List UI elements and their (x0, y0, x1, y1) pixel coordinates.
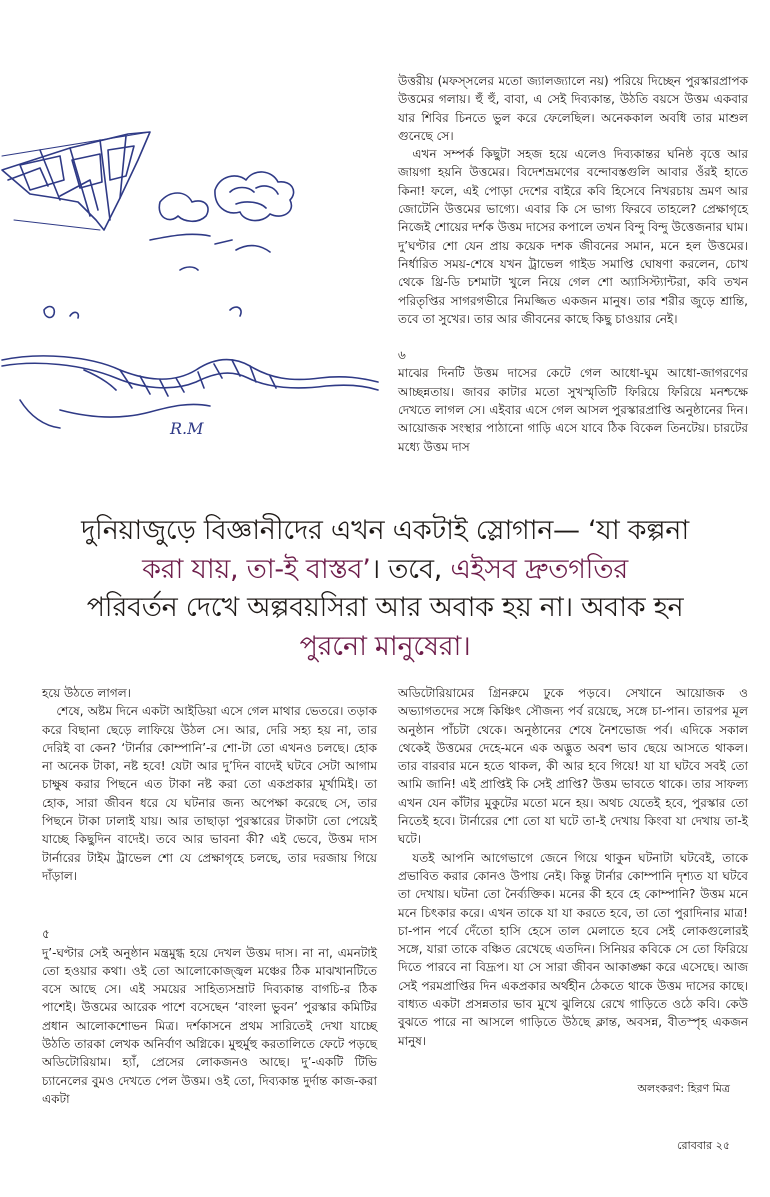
artist-signature: R.M (170, 419, 204, 438)
article-column-bottom-right (398, 684, 748, 1050)
pull-quote-highlight: এইসব দ্রুতগতির (450, 553, 628, 585)
pull-quote-line: পুরনো মানুষেরা। (299, 630, 471, 662)
paragraph: শেষে, অষ্টম দিনে একটা আইডিয়া এসে গেল মাথার ভেতরে। তড়াক করে বিছানা ছেড়ে লাফিয়ে উঠল সে। আর, দেরি সহ্য হয় না, তার দেরিই বা কেন? ‘টার্নার কোম্পানি’-র শো-টা তো এখনও চলছে। হোক না অনেক টাকা, নষ্ট হবে! যেটা আর দু’দিন বাদেই ঘটবে সেটা আগাম চাক্ষুষ করার পিছনে এত টাকা নষ্ট করা তো একপ্রকার মূর্খামিই। তা হোক, সারা জীবন ধরে যে ঘটনার জন্য অপেক্ষা করেছে সে, তার পিছনে টাকা ঢালাই যায়। আর তাছাড়া পুরস্কারের টাকাটা তো পেয়েই যাচ্ছে কিছুদিন বাদেই। তবে আর ভাবনা কী? এই ভেবে, উত্তম দাস টার্নারের টাইম ট্রাভেল শো যে প্রেক্ষাগৃহে চলছে, তার দরজায় গিয়ে দাঁড়াল। (42, 704, 377, 883)
illustration-credit: অলংকরণ: হিরণ মিত্র (637, 1082, 730, 1095)
section-number: ৫ (42, 927, 50, 942)
section-number: ৬ (398, 348, 406, 363)
article-column-top-right (398, 72, 748, 456)
sketch-illustration (0, 120, 392, 460)
pull-quote-line (22, 551, 748, 590)
paragraph: এখন সম্পর্ক কিছুটা সহজ হয়ে এলেও দিব্যকান্তর ঘনিষ্ঠ বৃত্তে আর জায়গা হয়নি উত্তমের। বিদেশভ্রমণের বন্দোবস্তগুলি আবার ওঁরই হাতে কিনা! ফলে, এই পোড়া দেশের বাইরে কবি হিসেবে নিখরচায় ভ্রমণ আর জোটেনি উত্তমের ভাগ্যে। এবার কি সে ভাগ্য ফিরবে তাহলে? প্রেক্ষাগৃহে নিজেই শোয়ের দর্শক উত্তম দাসের কপালে তখন বিন্দু বিন্দু উত্তেজনার ঘাম। দু’ঘণ্টার শো যেন প্রায় কয়েক দশক জীবনের সমান, মনে হল উত্তমের। নির্ধারিত সময়-শেষে যখন ট্রাভেল গাইড সমাপ্তি ঘোষণা করলেন, চোখ থেকে থ্রি-ডি চশমাটা খুলে নিয়ে গেল শো অ্যাসিস্ট্যান্টরা, কবি তখন পরিতৃপ্তির সাগরগভীরে নিমজ্জিত একজন মানুষ। তার শরীর জুড়ে শ্রান্তি, তবে তা সুখের। তার আর জীবনের কাছে কিছু চাওয়ার নেই। (398, 147, 748, 326)
paragraph: যতই আপনি আগেভাগে জেনে গিয়ে থাকুন ঘটনাটা ঘটবেই, তাকে প্রভাবিত করার কোনও উপায় নেই। কিন্তু টার্নার কোম্পানি দৃশ্যত যা ঘটবে তা দেখায়। ঘটনা তো নৈর্ব্যক্তিক। মনের কী হবে হে কোম্পানি? উত্তম মনে মনে চিৎকার করে। এখন তাকে যা যা করতে হবে, তা তো পুরাদিনার মাত্র! চা-পান পর্বে দেঁতো হাসি হেসে তাল মেলাতে হবে সেই লোকগুলোরই সঙ্গে, যারা তাকে বঞ্চিত রেখেছে এতদিন। সিনিয়র কবিকে সে তো ফিরিয়ে দিতে পারবে না বিদ্রূপ। যা সে সারা জীবন আকাঙ্ক্ষা করে এসেছে। আজ সেই পরমপ্রাপ্তির দিন একপ্রকার অর্থহীন ঠেকতে থাকে উত্তম দাসের কাছে। বাধ্যত একটা প্রসন্নতার ভাব মুখে ঝুলিয়ে রেখে গাড়িতে ওঠে কবি। কেউ বুঝতে পারে না আসলে গাড়িতে উঠছে ক্লান্ত, অবসন্ন, বীতস্পৃহ একজন মানুষ। (398, 850, 748, 1048)
pull-quote-text: । তবে, (370, 553, 451, 585)
paragraph: অডিটোরিয়ামের গ্রিনরুমে ঢুকে পড়বে। সেখানে আয়োজক ও অভ্যাগতদের সঙ্গে কিঞ্চিৎ সৌজন্য পর্ব রয়েছে, সঙ্গে চা-পান। তারপর মূল অনুষ্ঠান পাঁচটা থেকে। অনুষ্ঠানের শেষে নৈশভোজ পর্ব। এদিকে সকাল থেকেই উত্তমের দেহে-মনে এক অদ্ভুত অবশ ভাব ছেয়ে আসতে থাকল। তার বারবার মনে হতে থাকল, কী আর হবে গিয়ে! যা যা ঘটবে সবই তো আমি জানি! এই প্রাপ্তিই কি সেই প্রাপ্তি? উত্তম ভাবতে থাকে। তার সাফল্য এখন যেন কাঁটার মুকুটের মতো মনে হয়। অথচ যেতেই হবে, পুরস্কার তো নিতেই হবে। টার্নারের শো তো যা ঘটে তা-ই দেখায় কিংবা যা দেখায় তা-ই ঘটে। (398, 686, 748, 847)
pull-quote-line: দুনিয়াজুড়ে বিজ্ঞানীদের এখন একটাই স্লোগান— ‘যা কল্পনা (81, 515, 689, 546)
paragraph: উত্তরীয় (মফস্সলের মতো জ্যালজ্যালে নয়) পরিয়ে দিচ্ছেন পুরস্কারপ্রাপক উত্তমের গলায়। হুঁ হুঁ, বাবা, এ সেই দিব্যকান্ত, উঠতি বয়সে উত্তম একবার যার শিবির চিনতে ভুল করে ফেলেছিল। অনেককাল অবধি তার মাশুল গুনেছে সে। (398, 74, 748, 143)
paragraph: দু’-ঘণ্টার সেই অনুষ্ঠান মন্ত্রমুগ্ধ হয়ে দেখল উত্তম দাস। না না, এমনটাই তো হওয়ার কথা। ওই তো আলোকোজ্জ্বল মঞ্চের ঠিক মাঝখানটিতে বসে আছে সে। এই সময়ের সাহিত্যসম্রাট দিব্যকান্ত বাগচি-র ঠিক পাশেই। উত্তমের আরেক পাশে বসেছেন ‘বাংলা ভুবন’ পুরস্কার কমিটির প্রধান আলোকশোভন মিত্র। দর্শকাসনে প্রথম সারিতেই দেখা যাচ্ছে উঠতি তারকা লেখক অনির্বাণ অগ্নিকে। মুহুর্মুহু করতালিতে ফেটে পড়ছে অডিটোরিয়াম। হ্যাঁ, প্রেসের লোকজনও আছে। দু’-একটি টিভি চ্যানেলের বুমও দেখতে পেল উত্তম। ওই তো, দিব্যকান্ত দুর্দান্ত কাজ-করা একটা (42, 945, 377, 1106)
article-column-bottom-left (42, 684, 377, 1108)
paragraph: মাঝের দিনটি উত্তম দাসের কেটে গেল আধো-ঘুম আধো-জাগরণের আচ্ছন্নতায়। জাবর কাটার মতো সুখস্মৃতিটি ফিরিয়ে ফিরিয়ে মনশ্চক্ষে দেখতে লাগল সে। এইবার এসে গেল আসল পুরস্কারপ্রাপ্তি অনুষ্ঠানের দিন। আয়োজক সংস্থার পাঠানো গাড়ি এসে যাবে ঠিক বিকেল তিনটেয়। চারটের মধ্যে উত্তম দাস (398, 366, 748, 454)
page-folio: রোববার ২৫ (677, 1139, 730, 1152)
pull-quote-highlight: করা যায়, তা-ই বাস্তব’ (142, 553, 371, 585)
paragraph: হয়ে উঠতে লাগল। (42, 686, 131, 700)
pull-quote (22, 512, 748, 666)
pull-quote-line: পরিবর্তন দেখে অল্পবয়সিরা আর অবাক হয় না। অবাক হন (86, 592, 684, 623)
